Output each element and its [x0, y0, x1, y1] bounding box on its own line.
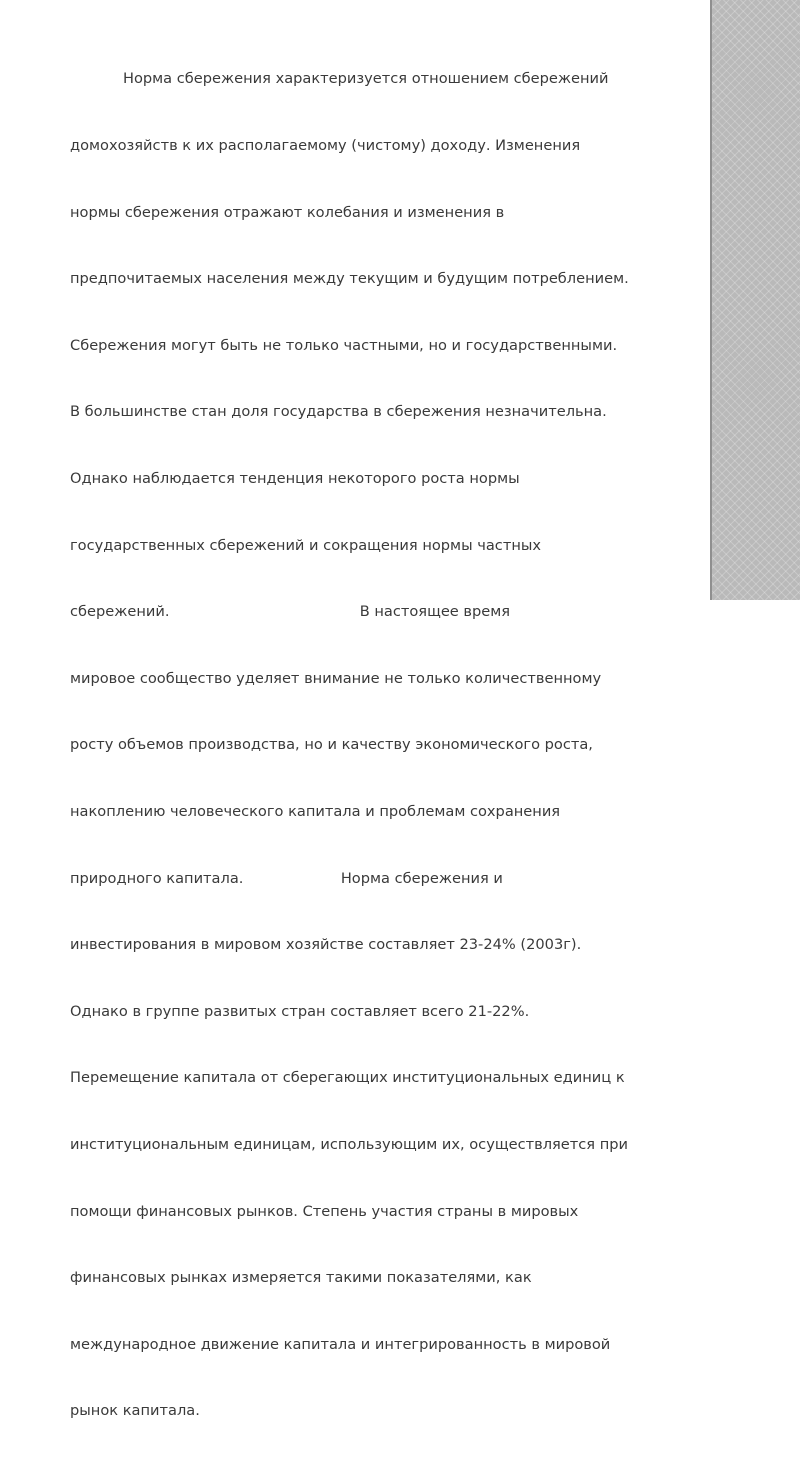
text-line: мировое сообщество уделяет внимание не только количественному	[70, 669, 602, 687]
text-line: Норма сбережения характеризуется отношением сбережений	[123, 70, 609, 88]
text-line: накоплению человеческого капитала и проблемам сохранения	[70, 802, 561, 820]
text-line: нормы сбережения отражают колебания и изменения в	[70, 203, 505, 221]
body-text	[70, 24, 670, 1467]
text-line: Однако наблюдается тенденция некоторого роста нормы	[70, 469, 520, 487]
text-line: Перемещение капитала от сберегающих институциональных единиц к	[70, 1069, 625, 1087]
text-line: росту объемов производства, но и качеству экономического роста,	[70, 736, 593, 754]
text-line: рынок капитала.	[70, 1402, 200, 1420]
text-line: инвестирования в мировом хозяйстве составляет 23-24% (2003г).	[70, 936, 582, 954]
text-line: природного капитала. Норма сбережения и	[70, 869, 503, 887]
text-line: сбережений. В настоящее время	[70, 603, 511, 621]
text-line: Сбережения могут быть не только частными, но и государственными.	[70, 336, 618, 354]
text-line: Однако в группе развитых стран составляет всего 21-22%.	[70, 1002, 530, 1020]
text-line: институциональным единицам, использующим их, осуществляется при	[70, 1135, 629, 1153]
text-line: финансовых рынках измеряется такими показателями, как	[70, 1269, 532, 1287]
text-line: помощи финансовых рынков. Степень участия страны в мировых	[70, 1202, 579, 1220]
text-line: В большинстве стан доля государства в сбережения незначительна.	[70, 403, 607, 421]
text-line: международное движение капитала и интегрированность в мировой	[70, 1335, 611, 1353]
text-line: государственных сбережений и сокращения нормы частных	[70, 536, 542, 554]
text-line: предпочитаемых населения между текущим и будущим потреблением.	[70, 270, 629, 288]
decorative-side-band	[712, 0, 800, 600]
text-line: домохозяйств к их располагаемому (чистому) доходу. Изменения	[70, 137, 581, 154]
